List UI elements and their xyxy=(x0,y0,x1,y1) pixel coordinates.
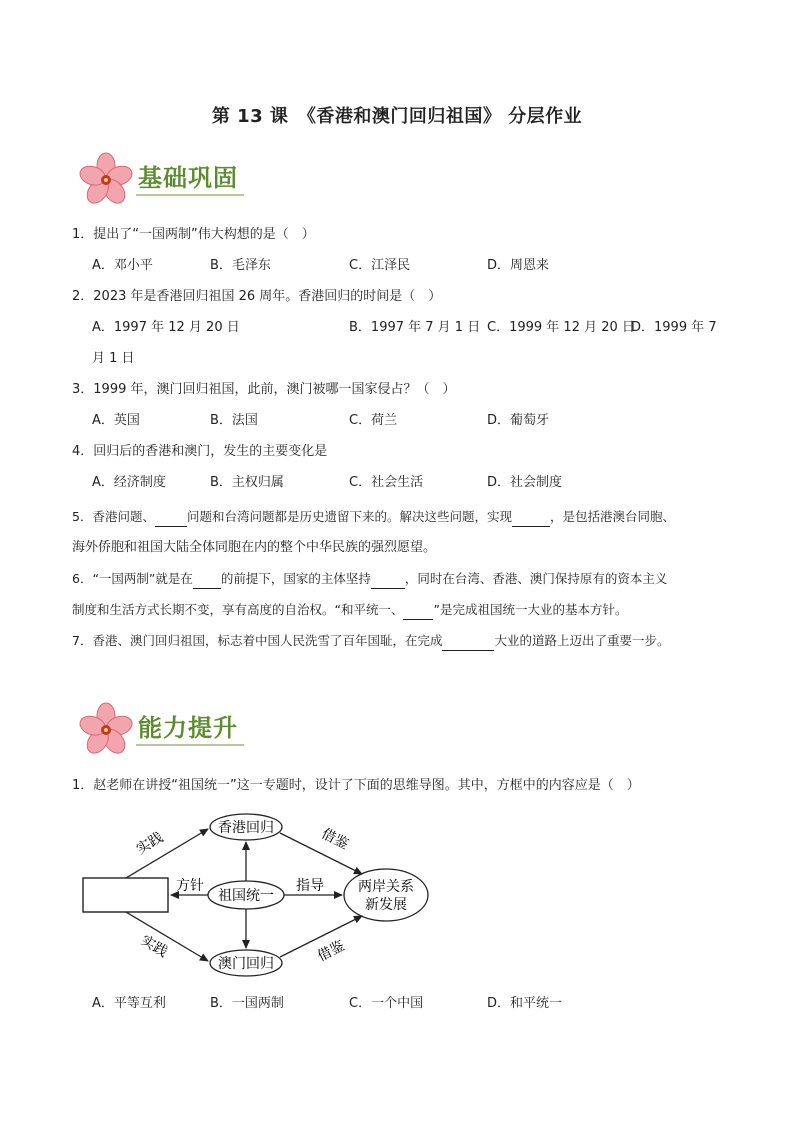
edge-label-practice-top: 实践 xyxy=(133,829,167,858)
fill-blank[interactable] xyxy=(193,572,221,589)
flower-icon xyxy=(78,152,136,206)
q6-text-5: ”是完成祖国统一大业的基本方针。 xyxy=(433,602,628,617)
arrow-practice-top xyxy=(126,829,208,878)
section-underline xyxy=(136,744,244,746)
question-6-line1 xyxy=(72,569,667,589)
fill-blank[interactable] xyxy=(403,603,433,620)
mind-map-diagram xyxy=(78,805,438,990)
fill-blank[interactable] xyxy=(155,510,187,527)
question-4-stem: 4．回归后的香港和澳门，发生的主要变化是 xyxy=(72,444,328,459)
q3-option-b: B．法国 xyxy=(210,413,258,428)
q5-text-1: 5．香港问题、 xyxy=(72,509,155,524)
adv-q1-option-c: C．一个中国 xyxy=(349,996,424,1011)
question-3-stem: 3．1999 年，澳门回归祖国，此前，澳门被哪一国家侵占？（ ） xyxy=(72,382,456,397)
relations-label-2: 新发展 xyxy=(365,897,407,913)
fill-blank[interactable] xyxy=(512,510,550,527)
section-label-advanced: 能力提升 xyxy=(138,714,238,742)
q6-text-4: 制度和生活方式长期不变，享有高度的自治权。“和平统一、 xyxy=(72,602,404,617)
center-label: 祖国统一 xyxy=(218,888,274,904)
section-label-basic: 基础巩固 xyxy=(138,164,238,192)
hk-label: 香港回归 xyxy=(218,820,274,836)
edge-label-borrow-top: 借鉴 xyxy=(318,825,351,853)
q1-option-c: C．江泽民 xyxy=(349,258,411,273)
arrow-practice-bottom xyxy=(126,912,208,961)
relations-node xyxy=(344,869,428,921)
answer-box xyxy=(83,878,168,912)
q4-option-b: B．主权归属 xyxy=(210,475,284,490)
edge-label-practice-bottom: 实践 xyxy=(137,932,171,961)
adv-q1-option-b: B．一国两制 xyxy=(210,996,284,1011)
q2-option-d: D．1999 年 7 xyxy=(631,320,717,335)
edge-label-policy: 方针 xyxy=(176,878,204,894)
q3-option-d: D．葡萄牙 xyxy=(487,413,550,428)
edge-label-borrow-bottom: 借鉴 xyxy=(315,937,348,965)
q2-option-c: C．1999 年 12 月 20 日 xyxy=(487,320,635,335)
q2-option-a: A．1997 年 12 月 20 日 xyxy=(92,320,240,335)
section-header-basic xyxy=(78,152,278,202)
q6-text-3: ，同时在台湾、香港、澳门保持原有的资本主义 xyxy=(404,571,668,586)
q7-text-2: 大业的道路上迈出了重要一步。 xyxy=(494,633,670,648)
question-5-line2: 海外侨胞和祖国大陆全体同胞在内的整个中华民族的强烈愿望。 xyxy=(72,540,437,555)
edge-label-guide: 指导 xyxy=(296,878,324,894)
section-underline xyxy=(136,194,244,196)
q3-option-c: C．荷兰 xyxy=(349,413,398,428)
q1-option-b: B．毛泽东 xyxy=(210,258,271,273)
q5-text-2: 问题和台湾问题都是历史遗留下来的。解决这些问题，实现 xyxy=(186,509,512,524)
q4-option-a: A．经济制度 xyxy=(92,475,166,490)
q1-option-a: A．邓小平 xyxy=(92,258,153,273)
q7-text-1: 7．香港、澳门回归祖国，标志着中国人民洗雪了百年国耻，在完成 xyxy=(72,633,443,648)
q1-option-d: D．周恩来 xyxy=(487,258,550,273)
question-6-line2 xyxy=(72,600,627,620)
q4-option-d: D．社会制度 xyxy=(487,475,563,490)
question-7-line xyxy=(72,631,669,651)
q4-option-c: C．社会生活 xyxy=(349,475,424,490)
q5-text-3: ，是包括港澳台同胞、 xyxy=(549,509,675,524)
relations-label-1: 两岸关系 xyxy=(358,879,414,895)
advanced-question-1-stem: 1．赵老师在讲授“祖国统一”这一专题时，设计了下面的思维导图。其中，方框中的内容应是（ ） xyxy=(72,778,640,793)
q6-text-2: 的前提下，国家的主体坚持 xyxy=(220,571,371,586)
q2-option-d-cont: 月 1 日 xyxy=(92,351,135,366)
page-title: 第 13 课 《香港和澳门回归祖国》 分层作业 xyxy=(211,106,583,127)
q2-option-b: B．1997 年 7 月 1 日 xyxy=(349,320,481,335)
question-5-line1 xyxy=(72,507,675,527)
flower-icon xyxy=(78,702,136,756)
adv-q1-option-d: D．和平统一 xyxy=(487,996,563,1011)
macau-label: 澳门回归 xyxy=(218,956,274,972)
adv-q1-option-a: A．平等互利 xyxy=(92,996,166,1011)
fill-blank[interactable] xyxy=(442,634,494,651)
fill-blank[interactable] xyxy=(371,572,405,589)
section-header-advanced xyxy=(78,702,278,752)
q3-option-a: A．英国 xyxy=(92,413,140,428)
q6-text-1: 6．“一国两制”就是在 xyxy=(72,571,193,586)
question-2-stem: 2．2023 年是香港回归祖国 26 周年。香港回归的时间是（ ） xyxy=(72,289,442,304)
question-1-stem: 1．提出了“一国两制”伟大构想的是（ ） xyxy=(72,227,315,242)
